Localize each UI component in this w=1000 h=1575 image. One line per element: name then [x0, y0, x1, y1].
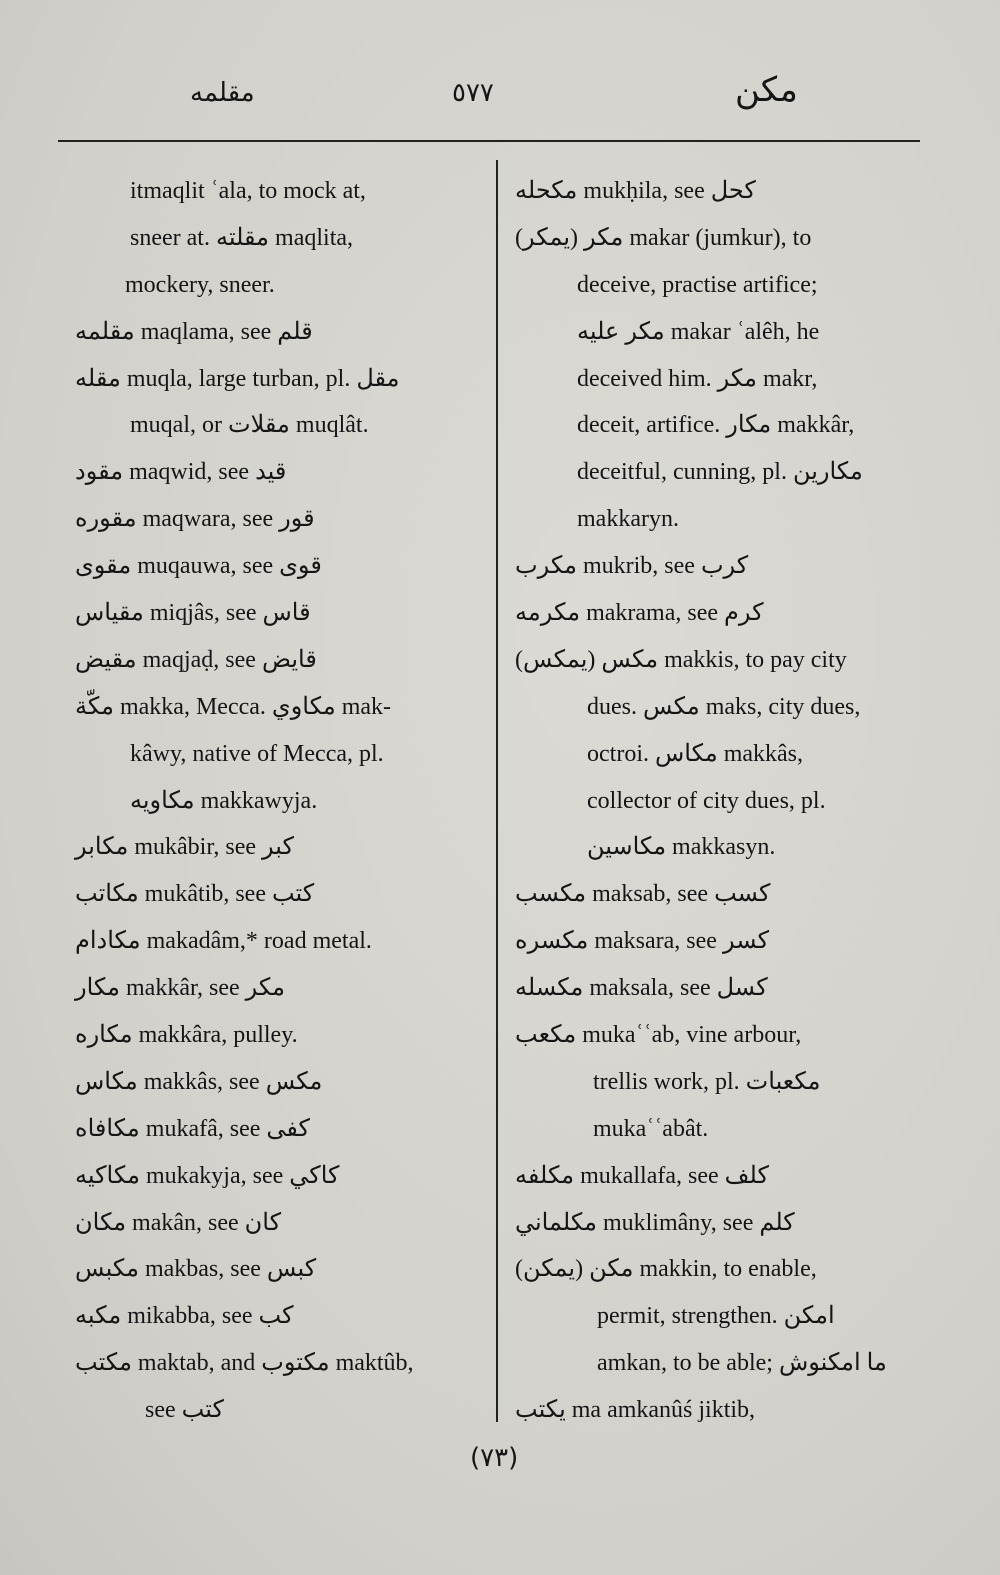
entry-line: مكسره maksara, see كسر: [515, 928, 770, 955]
entry-line: muqal, or مقلات muqlât.: [130, 412, 369, 439]
entry-line: مكاسين makkasyn.: [587, 834, 776, 861]
entry-line: مكعب mukaʿʿab, vine arbour,: [515, 1022, 802, 1049]
entry-line: يكتب ma amkanûś jiktib,: [515, 1397, 756, 1424]
entry-line: مكادام makadâm,* road metal.: [75, 928, 372, 955]
entry-line: collector of city dues, pl.: [587, 787, 826, 814]
entry-line: مقلمه maqlama, see قلم: [75, 318, 313, 345]
entry-line: مقياس miqjâs, see قاس: [75, 600, 311, 627]
entry-line: مكان makân, see كان: [75, 1209, 282, 1236]
entry-line: deceit, artifice. مكار makkâr,: [577, 412, 855, 439]
entry-line: see كتب: [145, 1397, 224, 1424]
entry-line: مكحله mukḥila, see كحل: [515, 178, 756, 204]
entry-line: مكاتب mukâtib, see كتب: [75, 881, 315, 908]
entry-line: مكتب maktab, and مكتوب maktûb,: [75, 1350, 414, 1377]
entry-line: deceived him. مكر makr,: [577, 365, 818, 392]
page-number: ٥٧٧: [452, 78, 494, 108]
entry-line: مقود maqwid, see قيد: [75, 459, 287, 486]
entry-line: مقيض maqjaḍ, see قايض: [75, 646, 317, 673]
header-rule: [58, 140, 920, 142]
entry-line: مكاره makkâra, pulley.: [75, 1022, 298, 1049]
entry-line: مكس (يمكس) makkis, to pay city: [515, 646, 847, 673]
right-column: [515, 168, 935, 1434]
entry-line: مقله muqla, large turban, pl. مقل: [75, 365, 400, 392]
entry-line: مكبس makbas, see كبس: [75, 1256, 317, 1283]
entry-line: مكاويه makkawyja.: [130, 787, 318, 814]
left-column: [75, 168, 487, 1434]
running-head-right: مكن: [735, 70, 798, 110]
entry-line: مكسله maksala, see كسل: [515, 975, 768, 1002]
entry-line: مكّة makka, Mecca. مكاوي mak-: [75, 693, 392, 720]
entry-line: مكبه mikabba, see كب: [75, 1303, 294, 1330]
entry-line: مكن (يمكن) makkin, to enable,: [515, 1256, 817, 1283]
entry-line: مكرب mukrib, see كرب: [515, 553, 749, 580]
entry-line: itmaqlit ʿala, to mock at,: [130, 178, 366, 204]
entry-line: مكر (يمكر) makar (jumkur), to: [515, 224, 812, 251]
column-divider: [496, 160, 498, 1422]
entry-line: deceitful, cunning, pl. مكارين: [577, 459, 863, 486]
entry-line: مكسب maksab, see كسب: [515, 881, 771, 908]
entry-line: mukaʿʿabât.: [593, 1115, 709, 1142]
entry-line: trellis work, pl. مكعبات: [593, 1068, 821, 1095]
entry-line: permit, strengthen. امكن: [597, 1303, 835, 1330]
entry-line: مكابر mukâbir, see كبر: [75, 834, 294, 861]
entry-line: octroi. مكاس makkâs,: [587, 740, 804, 767]
entry-line: sneer at. مقلته maqlita,: [130, 224, 354, 251]
entry-line: kâwy, native of Mecca, pl.: [130, 740, 384, 767]
entry-line: مقوى muqauwa, see قوى: [75, 553, 322, 580]
footer-signature-number: (٧٣): [470, 1443, 519, 1473]
entry-line: مكاس makkâs, see مكس: [75, 1068, 323, 1095]
running-head-left: مقلمه: [190, 78, 255, 108]
entry-line: amkan, to be able; ما امكنوش: [597, 1350, 887, 1377]
entry-line: مكلفه mukallafa, see كلف: [515, 1162, 769, 1189]
entry-line: مكلماني muklimâny, see كلم: [515, 1209, 795, 1236]
entry-line: deceive, practise artifice;: [577, 271, 818, 298]
entry-line: مقوره maqwara, see قور: [75, 506, 315, 533]
entry-line: mockery, sneer.: [125, 271, 275, 298]
entry-line: مكرمه makrama, see كرم: [515, 600, 764, 627]
entry-line: makkaryn.: [577, 506, 679, 533]
entry-line: مكار makkâr, see مكر: [75, 975, 286, 1002]
entry-line: مكاكيه mukakyja, see كاكي: [75, 1162, 340, 1189]
entry-line: مكر عليه makar ʿalêh, he: [577, 318, 820, 345]
entry-line: مكافاه mukafâ, see كفى: [75, 1115, 310, 1142]
entry-line: dues. مكس maks, city dues,: [587, 693, 861, 720]
